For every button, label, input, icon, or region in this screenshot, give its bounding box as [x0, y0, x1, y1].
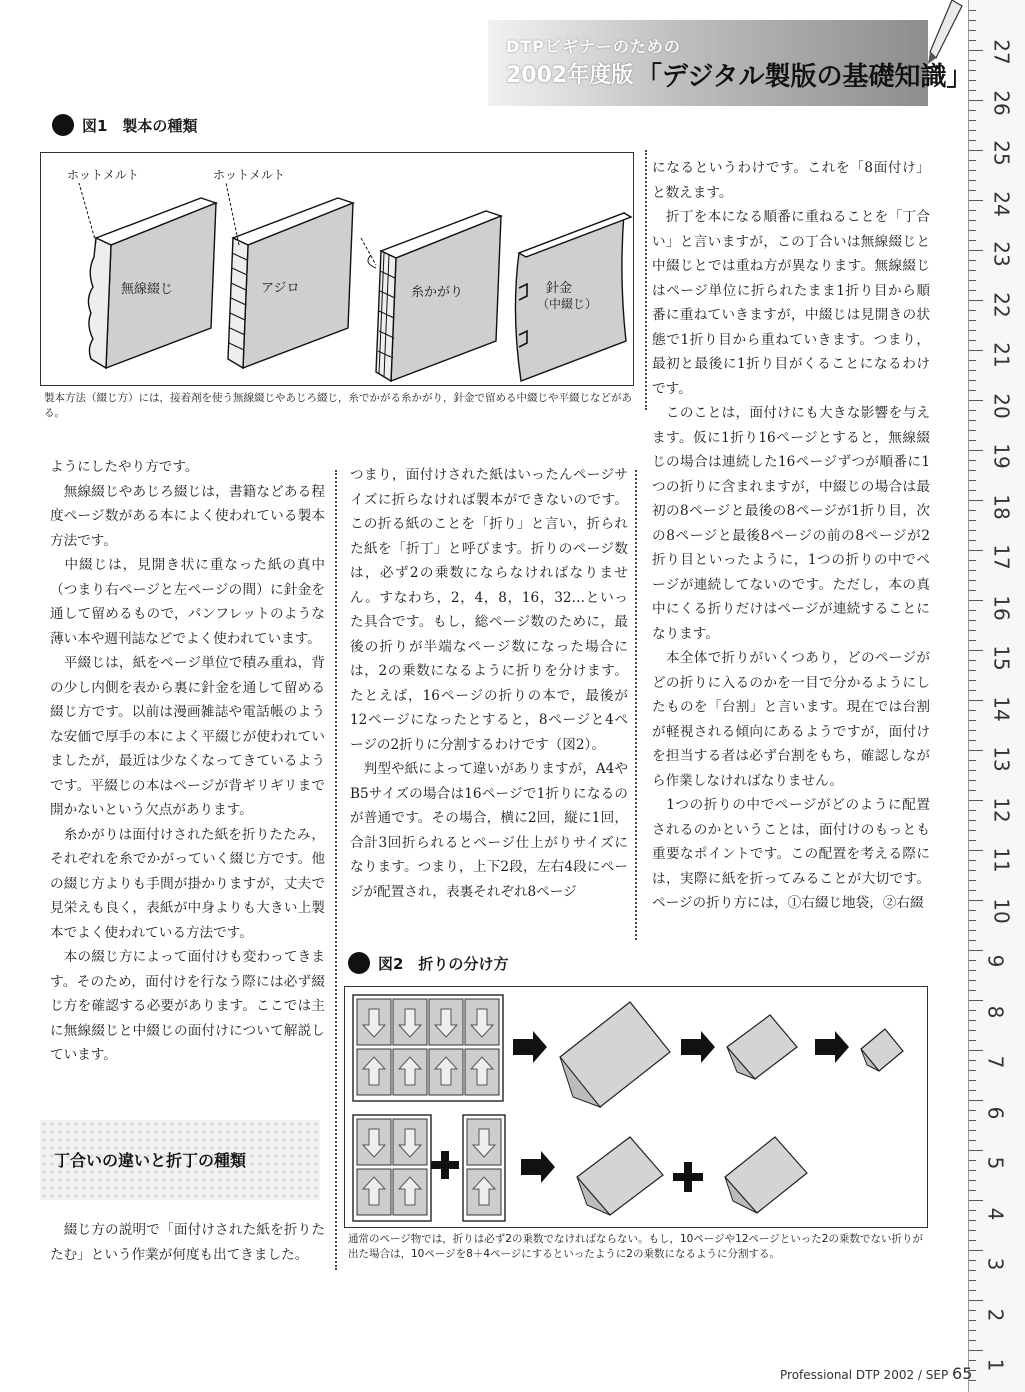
ruler-tick [969, 250, 983, 251]
side-ruler [968, 0, 1025, 1392]
ruler-tick [969, 340, 976, 341]
ruler-number: 23 [989, 241, 1014, 267]
paragraph: 判型や紙によって違いがありますが，A4やB5サイズの場合は16ページで1折りになるのが普通です。その場合，横に2回，縦に1回，合計3回折られるとページ仕上がりサイズになります。つまり，上下2段，左右4段にページが配置され，表裏それぞれ8ページ [350, 761, 628, 900]
header-year: 2002年度版 [506, 63, 634, 88]
ruler-tick [969, 1020, 976, 1021]
ruler-tick [969, 1330, 976, 1331]
ruler-tick [969, 670, 976, 671]
ruler-tick [969, 1290, 976, 1291]
ruler-tick [969, 1190, 976, 1191]
column-1 [50, 455, 325, 1068]
ruler-tick [969, 1040, 976, 1041]
ruler-tick [969, 220, 976, 221]
ruler-tick [969, 570, 976, 571]
header-subtitle: DTPビギナーのための [506, 37, 681, 56]
ruler-tick [969, 380, 976, 381]
ruler-tick [969, 800, 983, 801]
ruler-tick [969, 620, 976, 621]
ruler-tick [969, 200, 983, 201]
ruler-tick [969, 1060, 976, 1061]
ruler-tick [969, 860, 976, 861]
folded-sheet-medium [727, 1015, 797, 1079]
label-harigane: 針金 [546, 281, 573, 296]
ruler-number: 14 [989, 695, 1014, 722]
ruler-tick [969, 560, 976, 561]
ruler-tick [969, 240, 976, 241]
ruler-tick [969, 1360, 976, 1361]
header-title: 「デジタル製版の基礎知識」 [636, 62, 973, 92]
ruler-tick [969, 770, 976, 771]
book-ajiro [226, 183, 353, 368]
ruler-tick [969, 1200, 983, 1201]
ruler-tick [969, 1230, 976, 1231]
ruler-tick [969, 320, 976, 321]
ruler-number: 17 [989, 544, 1014, 570]
paragraph: つまり，面付けされた紙はいったんページサイズに折らなければ製本ができないのです。この折る紙のことを「折り」と言い，折られた紙を「折丁」と呼びます。折りのページ数は，必ず2の乗数にならなければなりません。すなわち，2，4，8，16，32…といった具合です。もし，総ページ数のために，最後の折りが半端なページ数になった場合には，2の乗数になるように折りを分けます。たとえば，16ページの折りの本で，最後が12ページになったとすると，8ページと4ページの2折りに分割するわけです（図2）。 [350, 467, 628, 753]
ruler-number: 10 [989, 897, 1014, 924]
ruler-tick [969, 880, 976, 881]
ruler-tick [969, 390, 976, 391]
ruler-tick [969, 440, 976, 441]
ruler-tick [969, 890, 976, 891]
page-number: 65 [952, 1364, 973, 1383]
arrow-right-icon [521, 1151, 555, 1183]
ruler-tick [969, 130, 976, 131]
paragraph: ようにしたやり方です。 [50, 459, 199, 475]
ruler-tick [969, 400, 983, 401]
ruler-number: 5 [983, 1156, 1008, 1170]
bullet-icon [348, 952, 370, 974]
column-divider [645, 150, 647, 410]
ruler-tick [969, 270, 976, 271]
ruler-number: 20 [989, 392, 1014, 419]
ruler-tick [969, 1250, 983, 1251]
paragraph: 綴じ方の説明で「面付けされた紙を折りたたむ」という作業が何度も出てきました。 [50, 1222, 325, 1263]
ruler-tick [969, 700, 983, 701]
ruler-number: 13 [989, 746, 1014, 772]
ruler-tick [969, 1270, 976, 1271]
ruler-tick [969, 980, 976, 981]
ruler-number: 8 [983, 1005, 1008, 1018]
ruler-tick [969, 120, 976, 121]
ruler-tick [969, 710, 976, 711]
label-hotmelt-1: ホットメルト [67, 168, 139, 182]
ruler-tick [969, 430, 976, 431]
column-divider [635, 470, 637, 940]
ruler-number: 21 [989, 342, 1014, 368]
ruler-tick [969, 1310, 976, 1311]
ruler-number: 27 [989, 39, 1014, 65]
ruler-tick [969, 1100, 983, 1101]
ruler-tick [969, 1010, 976, 1011]
ruler-number: 19 [989, 443, 1014, 469]
ruler-number: 7 [983, 1055, 1008, 1069]
ruler-tick [969, 300, 983, 301]
ruler-tick [969, 1120, 976, 1121]
sheet-16pages [353, 995, 503, 1101]
sheet-8pages [353, 1115, 431, 1221]
ruler-tick [969, 1220, 976, 1221]
ruler-tick [969, 1240, 976, 1241]
ruler-tick [969, 790, 976, 791]
ruler-tick [969, 970, 976, 971]
ruler-tick [969, 1280, 976, 1281]
ruler-tick [969, 650, 983, 651]
ruler-tick [969, 310, 976, 311]
ruler-tick [969, 510, 976, 511]
ruler-number: 1 [983, 1358, 1008, 1372]
ruler-tick [969, 190, 976, 191]
paragraph: 無線綴じやあじろ綴じは，書籍などある程度ページ数がある本によく使われている製本方法です。 [50, 483, 325, 549]
ruler-tick [969, 490, 976, 491]
ruler-number: 26 [989, 89, 1014, 116]
paragraph: 中綴じは，見開き状に重なった紙の真中（つまり右ページと左ページの間）に針金を通して留めるもので，パンフレットのような薄い本や週刊誌などでよく使われています。 [50, 557, 325, 647]
ruler-tick [969, 720, 976, 721]
ruler-tick [969, 1030, 976, 1031]
plus-icon [431, 1151, 459, 1179]
ruler-tick [969, 1150, 983, 1151]
arrow-right-icon [681, 1031, 715, 1063]
column-1-continued [50, 1218, 325, 1267]
figure1-title-text: 図1 製本の種類 [82, 116, 198, 135]
ruler-tick [969, 820, 976, 821]
column-divider [335, 470, 337, 1270]
ruler-tick [969, 750, 983, 751]
ruler-tick [969, 740, 976, 741]
ruler-tick [969, 290, 976, 291]
section-heading-box [40, 1120, 320, 1200]
ruler-tick [969, 1300, 983, 1301]
paragraph: 折丁を本になる順番に重ねることを「丁合い」と言いますが，この丁合いは無線綴じと中綴じとでは重ね方が異なります。無線綴じはページ単位に折られたまま1折り目から順番に重ねていきますが，中綴じは見開きの状態で1折り目から重ねていきます。つまり，最初と最後に1折り目がくることになるわけです。 [652, 209, 930, 397]
folded-sheet-4 [725, 1137, 807, 1213]
ruler-tick [969, 1070, 976, 1071]
ruler-tick [969, 1350, 983, 1351]
figure2-frame [344, 986, 928, 1228]
ruler-tick [969, 610, 976, 611]
label-hotmelt-2: ホットメルト [213, 168, 285, 182]
ruler-number: 4 [983, 1207, 1008, 1220]
arrow-right-icon [513, 1031, 547, 1063]
figure1-caption: 製本方法（綴じ方）には，接着剤を使う無線綴じやあじろ綴じ，糸でかがる糸かがり，針金で留める中綴じや平綴じなどがある。 [44, 392, 632, 419]
article-header [488, 20, 973, 106]
paragraph: 1つの折りの中でページがどのように配置されるのかということは，面付けのもっとも重要なポイントです。この配置を考える際には，実際に紙を折ってみることが大切です。ページの折り方には，①右綴じ地袋，②右綴 [652, 797, 930, 911]
ruler-tick [969, 1160, 976, 1161]
ruler-tick [969, 1170, 976, 1171]
ruler-tick [969, 140, 976, 141]
figure2-title-text: 図2 折りの分け方 [378, 954, 509, 973]
ruler-tick [969, 950, 983, 951]
ruler-number: 25 [989, 140, 1014, 166]
ruler-tick [969, 850, 983, 851]
ruler-tick [969, 780, 976, 781]
ruler-tick [969, 470, 976, 471]
ruler-tick [969, 540, 976, 541]
ruler-tick [969, 600, 983, 601]
ruler-tick [969, 590, 976, 591]
pencil-icon [922, 0, 962, 64]
plus-icon [673, 1162, 703, 1192]
ruler-tick [969, 920, 976, 921]
ruler-tick [969, 990, 976, 991]
ruler-tick [969, 420, 976, 421]
ruler-tick [969, 760, 976, 761]
ruler-tick [969, 20, 976, 21]
ruler-number: 18 [989, 493, 1014, 520]
ruler-tick [969, 580, 976, 581]
ruler-tick [969, 640, 976, 641]
sheet-4pages [463, 1115, 505, 1221]
ruler-tick [969, 370, 976, 371]
ruler-number: 3 [983, 1257, 1008, 1271]
ruler-tick [969, 1260, 976, 1261]
ruler-tick [969, 830, 976, 831]
ruler-tick [969, 1130, 976, 1131]
ruler-tick [969, 840, 976, 841]
ruler-tick [969, 170, 976, 171]
ruler-tick [969, 180, 976, 181]
ruler-tick [969, 1140, 976, 1141]
folded-sheet-8 [577, 1137, 663, 1215]
ruler-number: 2 [983, 1308, 1008, 1321]
page-footer [780, 1364, 972, 1383]
ruler-tick [969, 810, 976, 811]
ruler-tick [969, 230, 976, 231]
ruler-tick [969, 160, 976, 161]
ruler-tick [969, 150, 983, 151]
column-3 [652, 156, 930, 916]
section-heading: 丁合いの違いと折丁の種類 [54, 1151, 247, 1170]
ruler-tick [969, 50, 983, 51]
ruler-tick [969, 1340, 976, 1341]
ruler-number: 11 [989, 847, 1014, 873]
ruler-tick [969, 1210, 976, 1211]
ruler-number: 24 [989, 190, 1014, 217]
ruler-tick [969, 460, 976, 461]
arrow-right-icon [815, 1031, 849, 1063]
ruler-tick [969, 910, 976, 911]
figure1-frame [40, 152, 634, 386]
figure2-caption: 通常のページ物では，折りは必ず2の乗数でなければならない。もし，10ページや12ページといった2の乗数でない折りが出た場合は，10ページを8＋4ページにするといったように2の乗数になるように分割する。 [348, 1233, 923, 1260]
ruler-tick [969, 680, 976, 681]
ruler-tick [969, 330, 976, 331]
ruler-number: 16 [989, 594, 1014, 621]
paragraph: 平綴じは，紙をページ単位で積み重ね，背の少し内側を表から裏に針金を通して留める綴じ方です。以前は漫画雑誌や電話帳のような安価で厚手の本によく平綴じが使われていましたが，最近は少なくなってきているようです。平綴じの本はページが背ギリギリまで開かないという欠点があります。 [50, 655, 325, 818]
ruler-tick [969, 450, 983, 451]
label-ajiro: アジロ [261, 281, 300, 296]
ruler-tick [969, 10, 976, 11]
ruler-tick [969, 1110, 976, 1111]
ruler-tick [969, 100, 983, 101]
ruler-tick [969, 210, 976, 211]
ruler-tick [969, 630, 976, 631]
ruler-number: 9 [983, 954, 1008, 968]
label-nakatoji: （中綴じ） [537, 297, 598, 311]
ruler-tick [969, 110, 976, 111]
ruler-tick [969, 350, 983, 351]
ruler-number: 6 [983, 1106, 1008, 1119]
ruler-tick [969, 660, 976, 661]
figure2-title [348, 952, 508, 974]
ruler-tick [969, 1000, 983, 1001]
paragraph: になるというわけです。これを「8面付け」と数えます。 [652, 160, 930, 201]
bullet-icon [52, 114, 74, 136]
ruler-number: 12 [989, 796, 1014, 823]
ruler-tick [969, 930, 976, 931]
ruler-tick [969, 260, 976, 261]
ruler-tick [969, 480, 976, 481]
ruler-tick [969, 690, 976, 691]
ruler-tick [969, 1090, 976, 1091]
ruler-tick [969, 730, 976, 731]
ruler-tick [969, 960, 976, 961]
ruler-tick [969, 1050, 983, 1051]
figure1-title [52, 114, 197, 136]
ruler-tick [969, 900, 983, 901]
folded-sheet-large [560, 1002, 670, 1107]
label-musen: 無線綴じ [121, 282, 174, 297]
ruler-tick [969, 870, 976, 871]
ruler-number: 15 [989, 645, 1014, 671]
ruler-number: 22 [989, 291, 1014, 318]
ruler-tick [969, 40, 976, 41]
ruler-tick [969, 500, 983, 501]
folded-sheet-small [861, 1029, 903, 1071]
ruler-tick [969, 1180, 976, 1181]
figure1-illustration [41, 153, 633, 385]
ruler-tick [969, 1320, 976, 1321]
footer-magazine: Professional DTP 2002 / SEP [780, 1368, 949, 1382]
ruler-tick [969, 280, 976, 281]
ruler-tick [969, 30, 976, 31]
ruler-tick [969, 940, 976, 941]
ruler-tick [969, 410, 976, 411]
label-itokagari: 糸かがり [411, 285, 464, 300]
column-2 [350, 463, 628, 904]
figure2-illustration [345, 987, 927, 1227]
ruler-tick [969, 1080, 976, 1081]
paragraph: 本全体で折りがいくつあり，どのページがどの折りに入るのかを一目で分かるようにしたものを「台割」と言います。現在では台割が軽視される傾向にあるようですが，面付けを担当する者は必ず台割をもち，確認しながら作業しなければなりません。 [652, 650, 930, 789]
ruler-tick [969, 520, 976, 521]
paragraph: 本の綴じ方によって面付けも変わってきます。そのため，面付けを行なう際には必ず綴じ方を確認する必要があります。ここでは主に無線綴じと中綴じの面付けについて解説しています。 [50, 949, 325, 1063]
book-musen [79, 183, 216, 368]
paragraph: このことは，面付けにも大きな影響を与えます。仮に1折り16ページとすると，無線綴じの場合は連続した16ページずつが順番に1つの折りに含まれますが，中綴じの場合は最初の8ページと最後の8ページが1折り目，次の8ページと最後8ページの前の8ページが2折り目といったように，1つの折りの中でページが連続してないのです。ただし，本の真中にくる折りだけはページが連続することになります。 [652, 405, 930, 642]
ruler-tick [969, 530, 976, 531]
ruler-tick [969, 360, 976, 361]
ruler-tick [969, 550, 983, 551]
paragraph: 糸かがりは面付けされた紙を折りたたみ，それぞれを糸でかがっていく綴じ方です。他の綴じ方よりも手間が掛かりますが，丈夫で見栄えも良く，表紙が中身よりも大きい上製本でよく使われている方法です。 [50, 826, 325, 941]
